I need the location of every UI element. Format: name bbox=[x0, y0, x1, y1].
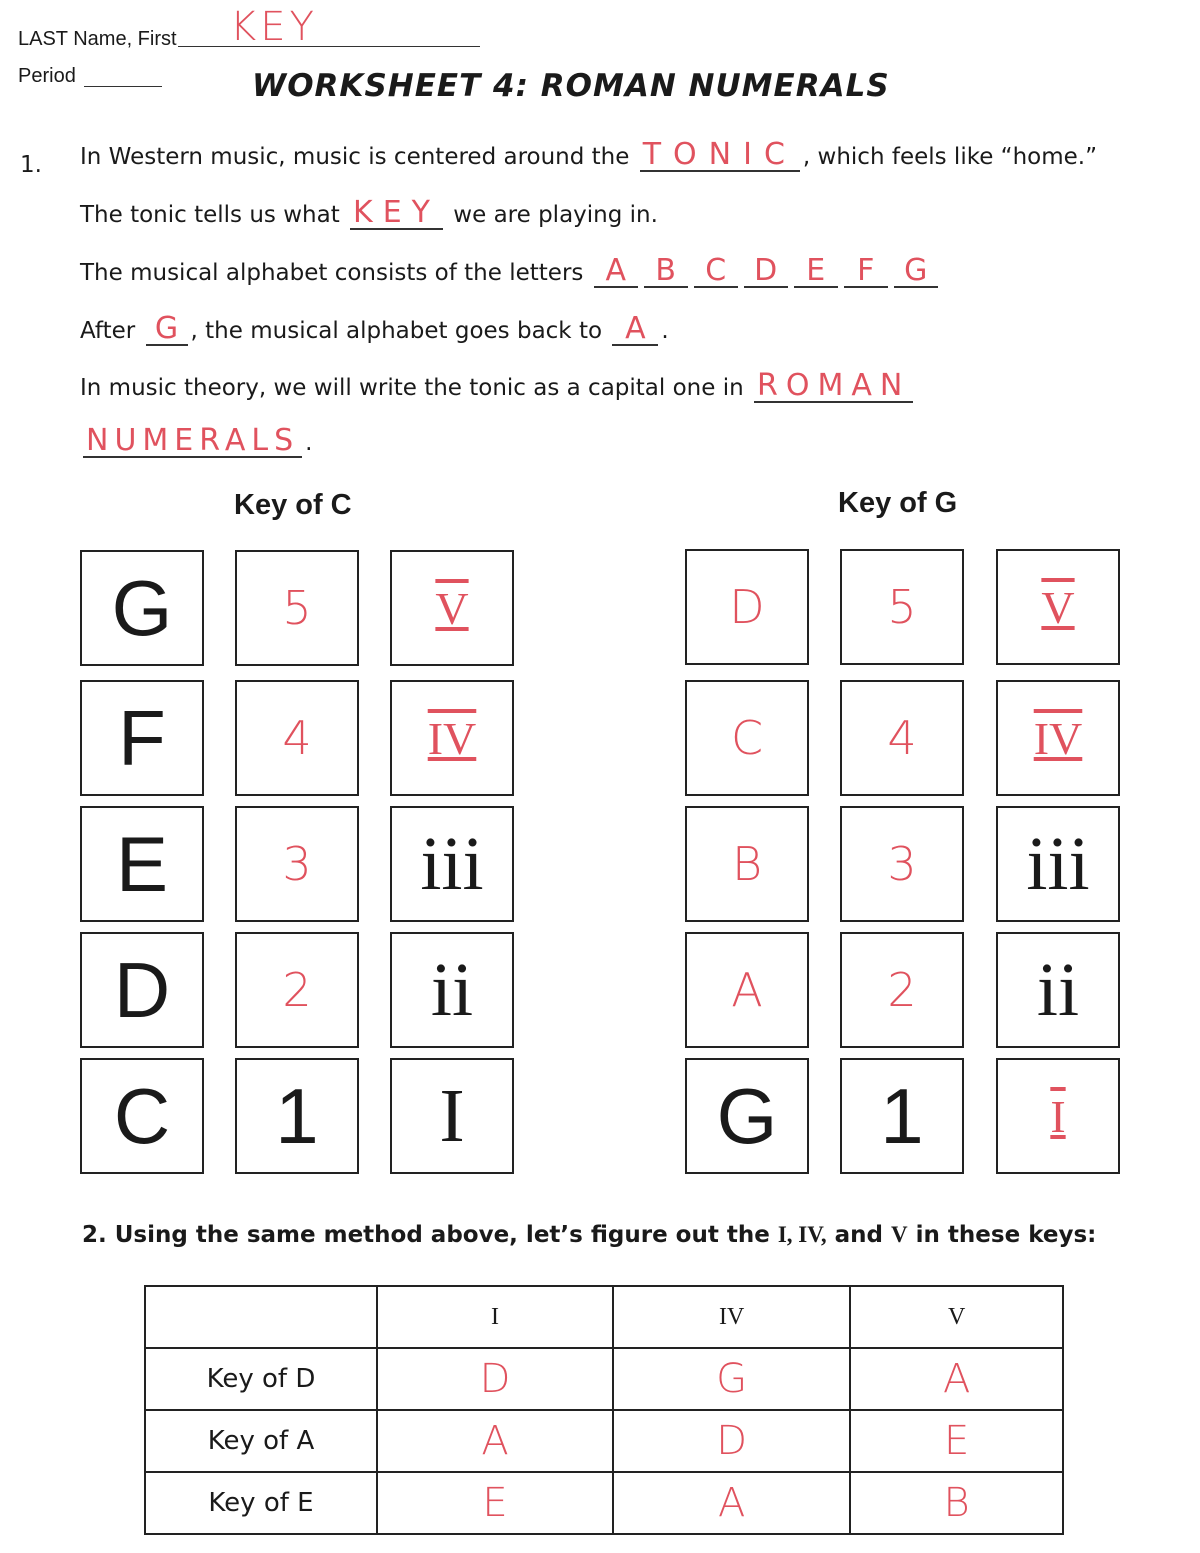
key-c-letter-cell bbox=[80, 806, 204, 922]
letter-blank[interactable]: A bbox=[594, 256, 638, 288]
key-c-roman-cell[interactable] bbox=[390, 680, 514, 796]
key-g-roman-cell[interactable] bbox=[996, 1058, 1120, 1174]
q2-prompt-v: V bbox=[891, 1222, 908, 1247]
note-letter: G bbox=[716, 1071, 778, 1160]
key-c-number-cell[interactable] bbox=[235, 680, 359, 796]
answer-cell[interactable]: E bbox=[850, 1410, 1063, 1472]
roman-numeral: I bbox=[1050, 1090, 1066, 1142]
key-g-letter-cell[interactable] bbox=[685, 806, 809, 922]
letter-blank[interactable]: C bbox=[694, 256, 738, 288]
note-letter: D bbox=[729, 580, 765, 634]
note-letter: G bbox=[111, 563, 173, 652]
q1-line1-text: In Western music, music is centered around the bbox=[80, 144, 630, 170]
key-c-heading: Key of C bbox=[234, 489, 352, 521]
period-label: Period bbox=[18, 65, 76, 87]
scale-degree: 2 bbox=[282, 963, 312, 1017]
q1-line6-tail: . bbox=[305, 430, 313, 456]
key-c-letter-cell bbox=[80, 680, 204, 796]
key-g-number-cell bbox=[840, 1058, 964, 1174]
q1-line4-text: After bbox=[80, 318, 136, 344]
scale-degree: 1 bbox=[275, 1071, 319, 1160]
scale-degree: 3 bbox=[887, 837, 917, 891]
q1-line1-tail: , which feels like “home.” bbox=[802, 144, 1098, 170]
scale-degree: 1 bbox=[880, 1071, 924, 1160]
roman-numeral: iii bbox=[1026, 821, 1090, 906]
q1-line2-tail: we are playing in. bbox=[453, 202, 658, 228]
answer-cell[interactable]: A bbox=[377, 1410, 613, 1472]
note-letter: C bbox=[113, 1071, 171, 1160]
answer-cell[interactable]: E bbox=[377, 1472, 613, 1534]
scale-degree: 4 bbox=[282, 711, 312, 765]
column-header: I bbox=[377, 1286, 613, 1348]
key-g-number-cell[interactable] bbox=[840, 806, 964, 922]
q2-prompt-text: 2. Using the same method above, let’s figure out the bbox=[82, 1222, 770, 1248]
note-letter: F bbox=[118, 693, 166, 782]
table-row bbox=[145, 1348, 1063, 1410]
q2-prompt-tail: in these keys: bbox=[915, 1222, 1097, 1248]
column-header: IV bbox=[613, 1286, 850, 1348]
key-g-letter-cell[interactable] bbox=[685, 549, 809, 665]
answer-cell[interactable]: B bbox=[850, 1472, 1063, 1534]
after-blank[interactable]: G bbox=[146, 314, 188, 346]
back-to-blank[interactable]: A bbox=[612, 314, 658, 346]
row-label: Key of D bbox=[145, 1348, 377, 1410]
table-row bbox=[145, 1410, 1063, 1472]
scale-degree: 5 bbox=[282, 581, 312, 635]
scale-degree: 5 bbox=[887, 580, 917, 634]
key-c-roman-cell bbox=[390, 1058, 514, 1174]
table-row bbox=[145, 1472, 1063, 1534]
column-header bbox=[145, 1286, 377, 1348]
q1-line4-mid: , the musical alphabet goes back to bbox=[190, 318, 603, 344]
q1-line5 bbox=[80, 368, 916, 403]
q2-prompt bbox=[82, 1222, 1096, 1248]
key-g-number-cell[interactable] bbox=[840, 549, 964, 665]
key-g-number-cell[interactable] bbox=[840, 932, 964, 1048]
key-c-roman-cell[interactable] bbox=[390, 550, 514, 666]
roman-numeral: I bbox=[439, 1073, 465, 1158]
column-header: V bbox=[850, 1286, 1063, 1348]
q1-line3 bbox=[80, 253, 941, 288]
scale-degree: 3 bbox=[282, 837, 312, 891]
roman-numeral: IV bbox=[1033, 712, 1083, 764]
key-c-number-cell[interactable] bbox=[235, 932, 359, 1048]
key-c-number-cell[interactable] bbox=[235, 806, 359, 922]
period-field[interactable] bbox=[84, 66, 162, 87]
answer-cell[interactable]: A bbox=[850, 1348, 1063, 1410]
key-g-roman-cell[interactable] bbox=[996, 680, 1120, 796]
row-label: Key of E bbox=[145, 1472, 377, 1534]
key-g-letter-cell bbox=[685, 1058, 809, 1174]
numerals-blank[interactable]: NUMERALS bbox=[83, 426, 302, 458]
roman-numeral: V bbox=[1041, 581, 1075, 633]
roman-numeral: ii bbox=[1036, 947, 1080, 1032]
roman-blank[interactable]: ROMAN bbox=[754, 371, 913, 403]
scale-degree: 4 bbox=[887, 711, 917, 765]
key-c-number-cell bbox=[235, 1058, 359, 1174]
key-c-number-cell[interactable] bbox=[235, 550, 359, 666]
q1-line2-text: The tonic tells us what bbox=[80, 202, 340, 228]
name-value: KEY bbox=[230, 4, 318, 50]
key-g-letter-cell[interactable] bbox=[685, 932, 809, 1048]
roman-numeral: ii bbox=[430, 947, 474, 1032]
key-g-roman-cell[interactable] bbox=[996, 549, 1120, 665]
chord-table bbox=[144, 1285, 1064, 1535]
note-letter: B bbox=[731, 837, 763, 891]
name-field[interactable] bbox=[178, 4, 480, 50]
roman-numeral: iii bbox=[420, 821, 484, 906]
key-c-letter-cell bbox=[80, 932, 204, 1048]
note-letter: E bbox=[115, 819, 169, 908]
q2-prompt-and: and bbox=[834, 1222, 884, 1248]
key-c-roman-cell bbox=[390, 932, 514, 1048]
letter-blank[interactable]: F bbox=[844, 256, 888, 288]
letter-blank[interactable]: B bbox=[644, 256, 688, 288]
roman-numeral: V bbox=[435, 582, 469, 634]
q2-prompt-roman: I, IV, bbox=[777, 1222, 827, 1247]
q1-line2 bbox=[80, 195, 658, 230]
q1-line3-text: The musical alphabet consists of the letters bbox=[80, 260, 584, 286]
key-blank[interactable]: KEY bbox=[350, 198, 443, 230]
table-header-row bbox=[145, 1286, 1063, 1348]
note-letter: A bbox=[731, 963, 763, 1017]
name-label: LAST Name, First bbox=[18, 28, 177, 50]
key-g-roman-cell bbox=[996, 932, 1120, 1048]
key-g-letter-cell[interactable] bbox=[685, 680, 809, 796]
tonic-blank[interactable]: TONIC bbox=[640, 140, 800, 172]
q1-line4 bbox=[80, 311, 669, 346]
key-g-roman-cell bbox=[996, 806, 1120, 922]
answer-cell[interactable]: G bbox=[613, 1348, 850, 1410]
worksheet-title: WORKSHEET 4: ROMAN NUMERALS bbox=[252, 68, 890, 104]
q1-number: 1. bbox=[20, 152, 42, 178]
note-letter: C bbox=[730, 711, 764, 765]
letter-blank[interactable]: D bbox=[744, 256, 788, 288]
letter-blank[interactable]: E bbox=[794, 256, 838, 288]
q1-line6 bbox=[80, 423, 313, 458]
key-c-letter-cell bbox=[80, 550, 204, 666]
letter-blank[interactable]: G bbox=[894, 256, 938, 288]
scale-degree: 2 bbox=[887, 963, 917, 1017]
key-c-letter-cell bbox=[80, 1058, 204, 1174]
answer-cell[interactable]: D bbox=[377, 1348, 613, 1410]
key-g-number-cell[interactable] bbox=[840, 680, 964, 796]
q1-line4-tail: . bbox=[661, 318, 669, 344]
answer-cell[interactable]: D bbox=[613, 1410, 850, 1472]
roman-numeral: IV bbox=[427, 712, 477, 764]
row-label: Key of A bbox=[145, 1410, 377, 1472]
answer-cell[interactable]: A bbox=[613, 1472, 850, 1534]
key-g-heading: Key of G bbox=[838, 487, 958, 519]
key-c-roman-cell bbox=[390, 806, 514, 922]
q1-line1 bbox=[80, 137, 1098, 172]
note-letter: D bbox=[113, 945, 171, 1034]
q1-line5-text: In music theory, we will write the tonic as a capital one in bbox=[80, 375, 744, 401]
